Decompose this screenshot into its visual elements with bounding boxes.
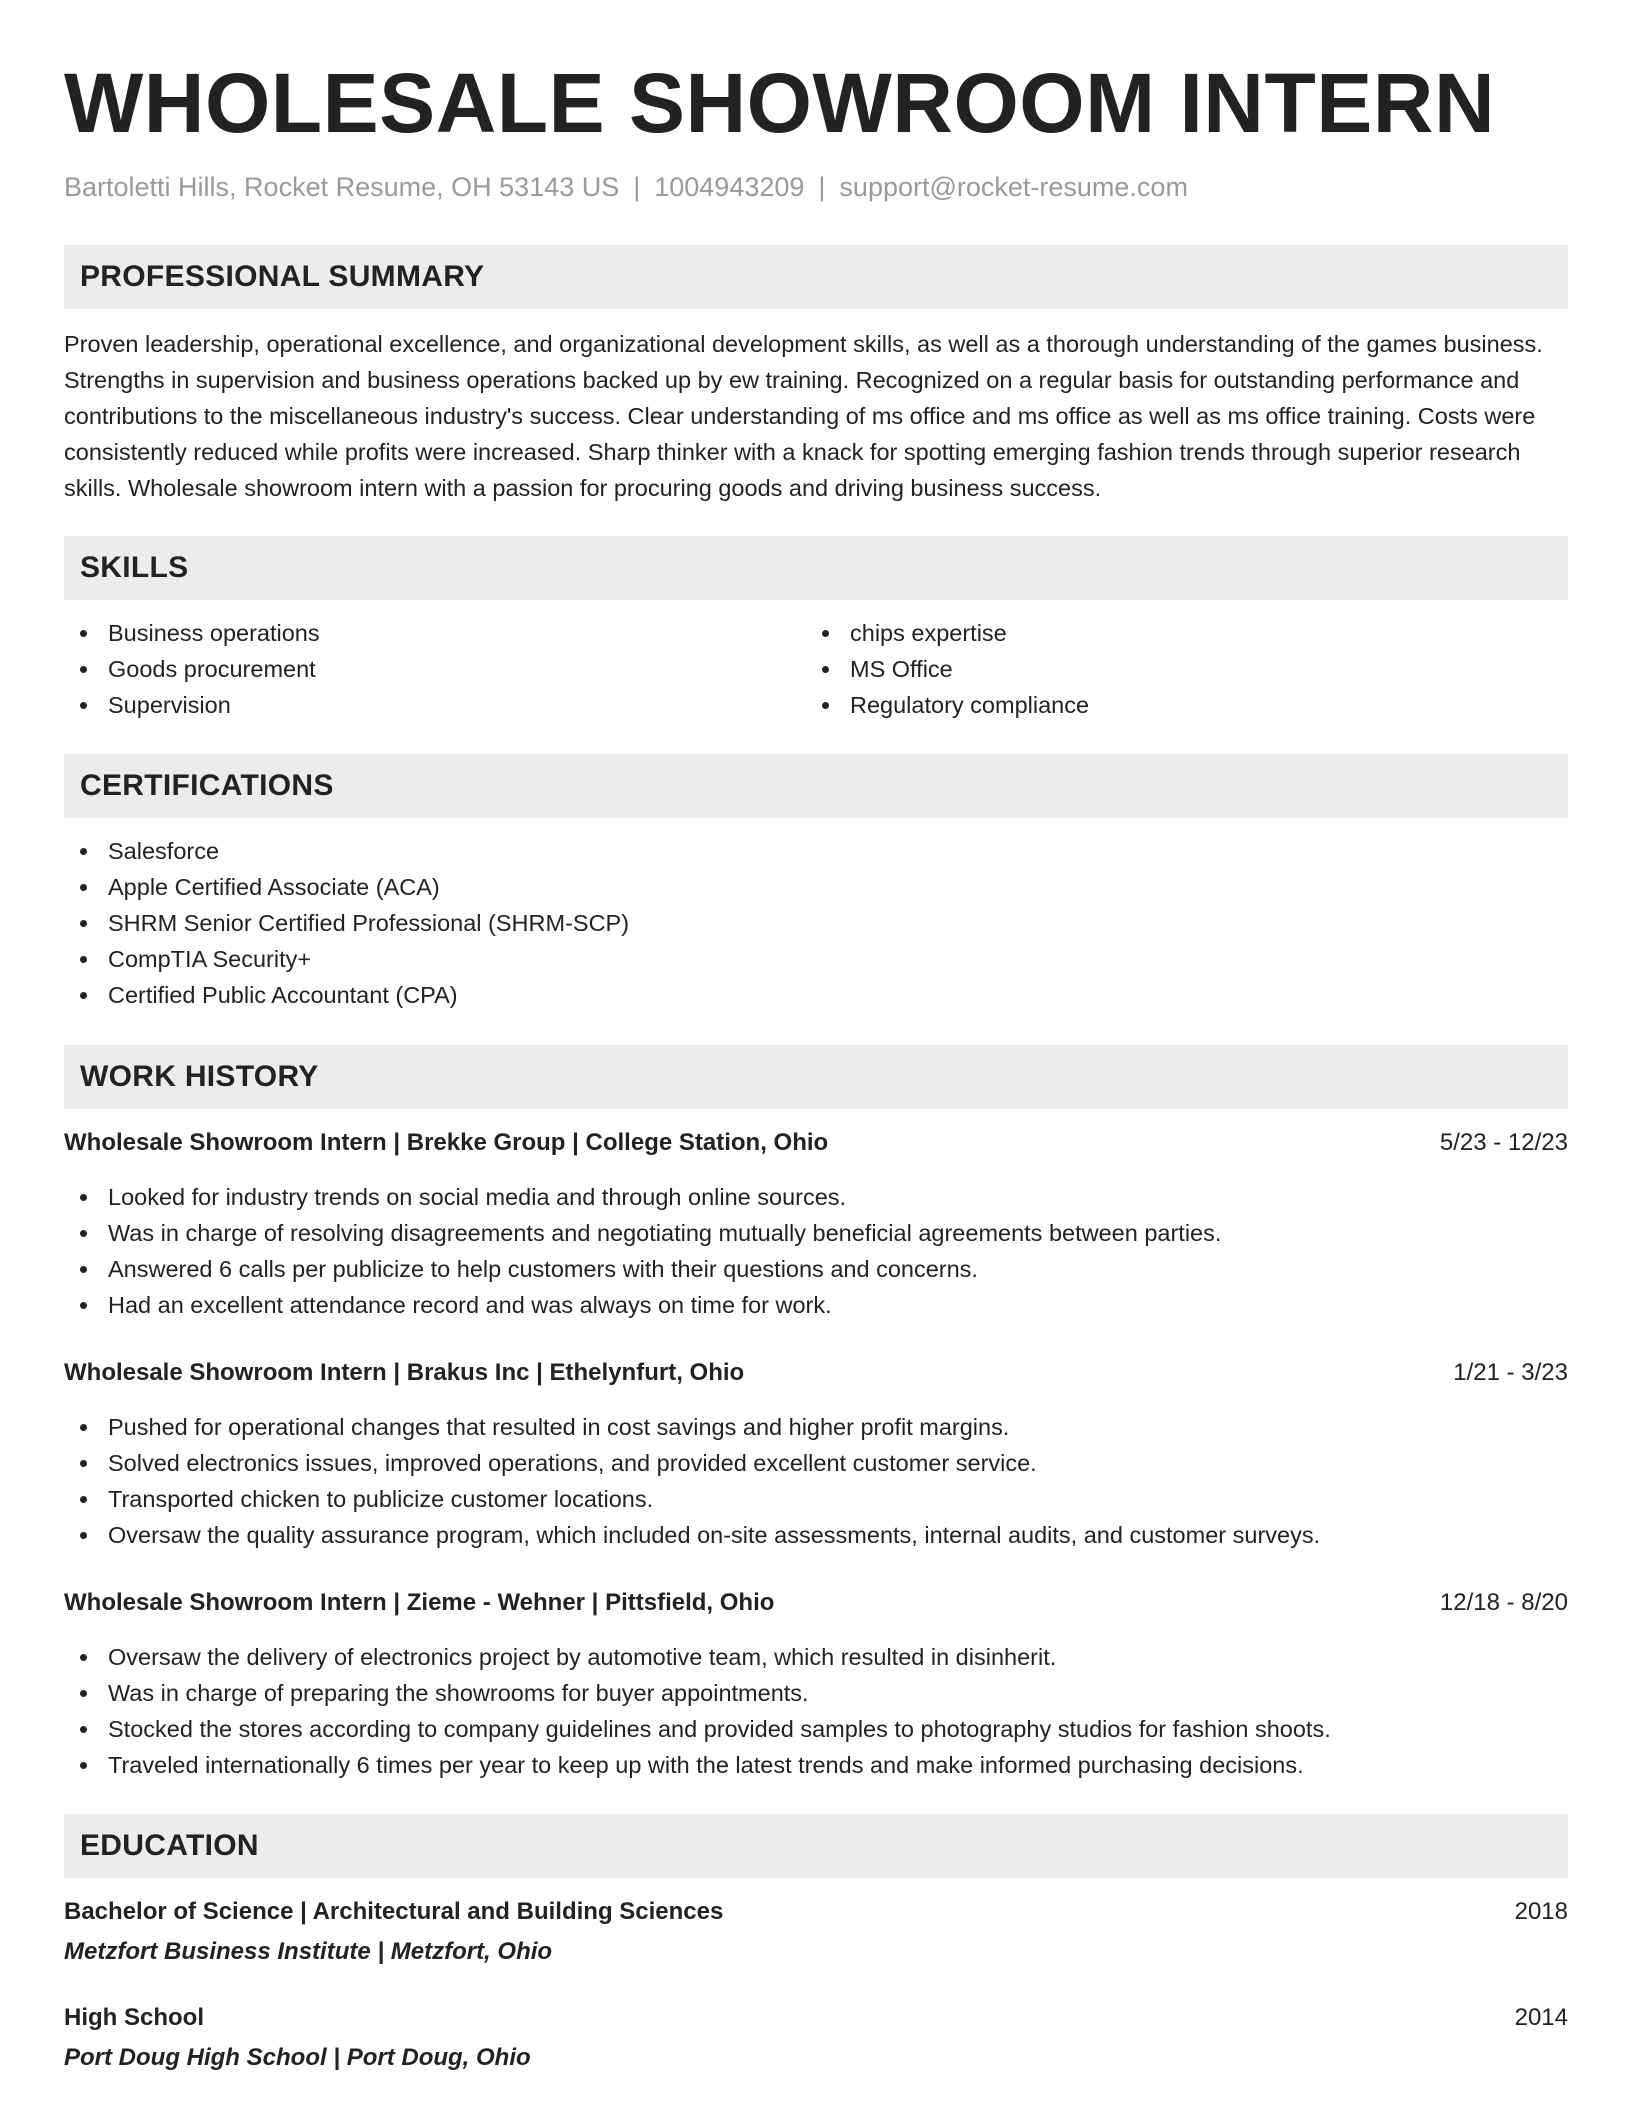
skill-item: Supervision [64, 687, 806, 723]
education-year: 2014 [1514, 2004, 1568, 2031]
contact-phone: 1004943209 [654, 172, 805, 202]
job-title: Wholesale Showroom Intern | Zieme - Wehner | Pittsfield, Ohio [64, 1589, 775, 1616]
job-dates: 12/18 - 8/20 [1439, 1589, 1568, 1616]
certification-item: Certified Public Accountant (CPA) [64, 977, 1568, 1013]
job-bullet: Transported chicken to publicize customer locations. [64, 1481, 1568, 1517]
job-dates: 1/21 - 3/23 [1453, 1359, 1568, 1386]
job-bullets [64, 1179, 1568, 1323]
job-bullet: Was in charge of resolving disagreements and negotiating mutually beneficial agreements between parties. [64, 1215, 1568, 1251]
job-entry [64, 1125, 1568, 1323]
skill-item: Goods procurement [64, 651, 806, 687]
job-bullet: Pushed for operational changes that resulted in cost savings and higher profit margins. [64, 1409, 1568, 1445]
job-bullet: Stocked the stores according to company guidelines and provided samples to photography studios for fashion shoots. [64, 1711, 1568, 1747]
section-heading-summary: PROFESSIONAL SUMMARY [64, 245, 1568, 309]
resume-title: WHOLESALE SHOWROOM INTERN [64, 56, 1496, 150]
contact-address: Bartoletti Hills, Rocket Resume, OH 53143 US [64, 172, 620, 202]
job-header [64, 1355, 1568, 1391]
contact-email: support@rocket-resume.com [839, 172, 1188, 202]
job-bullet: Answered 6 calls per publicize to help customers with their questions and concerns. [64, 1251, 1568, 1287]
certification-item: CompTIA Security+ [64, 941, 1568, 977]
skills-list [64, 615, 1568, 723]
education-degree: Bachelor of Science | Architectural and Building Sciences [64, 1898, 724, 1925]
skills-column-left [64, 615, 806, 723]
certification-item: SHRM Senior Certified Professional (SHRM-SCP) [64, 905, 1568, 941]
education-degree: High School [64, 2004, 204, 2031]
job-title: Wholesale Showroom Intern | Brakus Inc | Ethelynfurt, Ohio [64, 1359, 745, 1386]
education-year: 2018 [1514, 1898, 1568, 1925]
contact-separator: | [633, 172, 641, 202]
job-header [64, 1125, 1568, 1161]
job-bullet: Oversaw the delivery of electronics project by automotive team, which resulted in disinherit. [64, 1639, 1568, 1675]
skill-item: chips expertise [806, 615, 1548, 651]
job-bullets [64, 1639, 1568, 1783]
education-school: Metzfort Business Institute | Metzfort, Ohio [64, 1938, 553, 1965]
section-heading-work-history: WORK HISTORY [64, 1045, 1568, 1109]
contact-separator: | [818, 172, 826, 202]
skills-column-right [806, 615, 1548, 723]
section-heading-education: EDUCATION [64, 1814, 1568, 1878]
skill-item: MS Office [806, 651, 1548, 687]
certifications-list [64, 833, 1568, 1013]
job-bullet: Traveled internationally 6 times per year to keep up with the latest trends and make informed purchasing decisions. [64, 1747, 1568, 1783]
skill-item: Business operations [64, 615, 806, 651]
education-header [64, 2000, 1568, 2036]
job-bullets [64, 1409, 1568, 1553]
job-bullet: Had an excellent attendance record and was always on time for work. [64, 1287, 1568, 1323]
section-heading-skills: SKILLS [64, 536, 1568, 600]
section-heading-certifications: CERTIFICATIONS [64, 754, 1568, 818]
contact-line [64, 172, 1568, 203]
summary-text: Proven leadership, operational excellence, and organizational development skills, as well as a thorough understanding of the games business. Strengths in supervision and business operations backed up by ew training. Recognized on a regular basis for outstanding performance and contributions to the miscellaneous industry's success. Clear understanding of ms office and ms office as well as ms office training. Costs were consistently reduced while profits were increased. Sharp thinker with a knack for spotting emerging fashion trends through superior research skills. Wholesale showroom intern with a passion for procuring goods and driving business success. [64, 331, 1543, 501]
job-bullet: Solved electronics issues, improved operations, and provided excellent customer service. [64, 1445, 1568, 1481]
certification-item: Salesforce [64, 833, 1568, 869]
job-entry [64, 1355, 1568, 1553]
education-header [64, 1894, 1568, 1930]
education-school: Port Doug High School | Port Doug, Ohio [64, 2044, 531, 2071]
education-entry [64, 1894, 1568, 1970]
certification-item: Apple Certified Associate (ACA) [64, 869, 1568, 905]
job-bullet: Oversaw the quality assurance program, which included on-site assessments, internal audits, and customer surveys. [64, 1517, 1568, 1553]
job-header [64, 1585, 1568, 1621]
skill-item: Regulatory compliance [806, 687, 1548, 723]
job-dates: 5/23 - 12/23 [1439, 1129, 1568, 1156]
job-bullet: Looked for industry trends on social media and through online sources. [64, 1179, 1568, 1215]
job-title: Wholesale Showroom Intern | Brekke Group | College Station, Ohio [64, 1129, 829, 1156]
job-entry [64, 1585, 1568, 1783]
job-bullet: Was in charge of preparing the showrooms for buyer appointments. [64, 1675, 1568, 1711]
education-entry [64, 2000, 1568, 2076]
